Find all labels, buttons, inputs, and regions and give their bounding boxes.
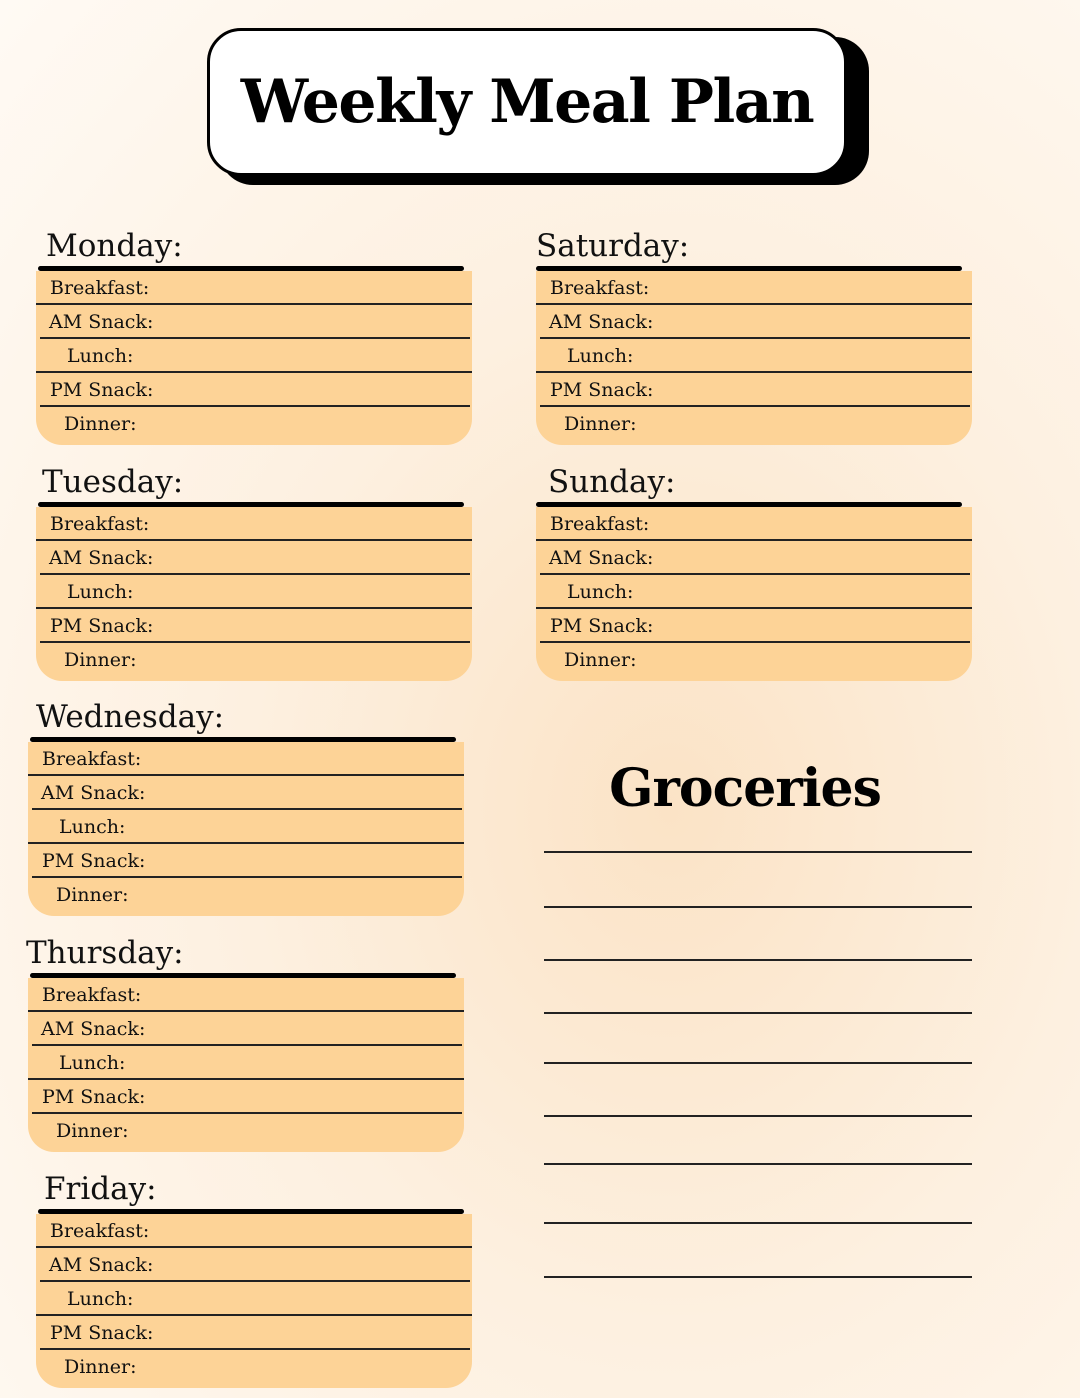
meal-row[interactable]	[536, 407, 972, 441]
grocery-line[interactable]	[544, 1062, 972, 1064]
meal-label: Dinner:	[64, 1356, 137, 1378]
meal-label: PM Snack:	[50, 1322, 154, 1344]
meal-label: AM Snack:	[41, 782, 146, 804]
meal-label: Lunch:	[59, 1052, 126, 1074]
meal-label: PM Snack:	[50, 615, 154, 637]
day-name: Sunday:	[548, 464, 676, 500]
meal-label: Dinner:	[564, 649, 637, 671]
meal-row[interactable]	[28, 1046, 464, 1080]
meal-row[interactable]	[28, 1012, 464, 1046]
meal-label: Lunch:	[567, 581, 634, 603]
meal-row[interactable]	[28, 978, 464, 1012]
meal-card	[28, 742, 464, 916]
meal-row[interactable]	[536, 339, 972, 373]
grocery-line[interactable]	[544, 906, 972, 908]
meal-label: Breakfast:	[550, 513, 650, 535]
grocery-line[interactable]	[544, 851, 972, 853]
day-name: Saturday:	[536, 228, 690, 264]
meal-label: PM Snack:	[550, 379, 654, 401]
meal-label: AM Snack:	[49, 547, 154, 569]
meal-row[interactable]	[536, 541, 972, 575]
meal-row[interactable]	[36, 271, 472, 305]
meal-row[interactable]	[28, 1114, 464, 1148]
day-name: Wednesday:	[36, 699, 225, 735]
grocery-line[interactable]	[544, 1115, 972, 1117]
meal-label: Breakfast:	[42, 984, 142, 1006]
grocery-line[interactable]	[544, 959, 972, 961]
title-banner	[207, 28, 861, 178]
grocery-line[interactable]	[544, 1276, 972, 1278]
meal-label: Breakfast:	[50, 1220, 150, 1242]
meal-row[interactable]	[28, 742, 464, 776]
meal-label: AM Snack:	[549, 547, 654, 569]
meal-row[interactable]	[536, 373, 972, 407]
meal-label: AM Snack:	[41, 1018, 146, 1040]
meal-row[interactable]	[28, 776, 464, 810]
meal-card	[36, 271, 472, 445]
meal-row[interactable]	[536, 305, 972, 339]
meal-card	[536, 271, 972, 445]
meal-label: PM Snack:	[550, 615, 654, 637]
title-box	[207, 28, 847, 176]
meal-label: AM Snack:	[49, 1254, 154, 1276]
meal-row[interactable]	[36, 1350, 472, 1384]
meal-label: Breakfast:	[42, 748, 142, 770]
meal-row[interactable]	[36, 1214, 472, 1248]
day-name: Tuesday:	[42, 464, 184, 500]
groceries-title: Groceries	[609, 758, 881, 819]
meal-label: Breakfast:	[50, 513, 150, 535]
meal-row[interactable]	[36, 1316, 472, 1350]
grocery-line[interactable]	[544, 1163, 972, 1165]
meal-row[interactable]	[536, 507, 972, 541]
meal-row[interactable]	[28, 1080, 464, 1114]
meal-row[interactable]	[28, 844, 464, 878]
meal-row[interactable]	[36, 507, 472, 541]
meal-label: Lunch:	[59, 816, 126, 838]
meal-label: Lunch:	[67, 1288, 134, 1310]
meal-label: Dinner:	[64, 649, 137, 671]
meal-row[interactable]	[36, 1248, 472, 1282]
meal-label: Dinner:	[56, 884, 129, 906]
meal-label: Dinner:	[56, 1120, 129, 1142]
day-name: Friday:	[44, 1171, 157, 1207]
meal-row[interactable]	[36, 373, 472, 407]
day-name: Thursday:	[26, 935, 184, 971]
meal-row[interactable]	[536, 575, 972, 609]
meal-label: Lunch:	[67, 581, 134, 603]
meal-label: Breakfast:	[550, 277, 650, 299]
meal-row[interactable]	[36, 643, 472, 677]
meal-label: PM Snack:	[42, 850, 146, 872]
day-name: Monday:	[46, 228, 183, 264]
meal-label: Lunch:	[567, 345, 634, 367]
meal-row[interactable]	[536, 271, 972, 305]
meal-row[interactable]	[28, 810, 464, 844]
meal-row[interactable]	[36, 305, 472, 339]
meal-row[interactable]	[36, 541, 472, 575]
grocery-line[interactable]	[544, 1012, 972, 1014]
meal-row[interactable]	[36, 407, 472, 441]
meal-row[interactable]	[28, 878, 464, 912]
grocery-line[interactable]	[544, 1222, 972, 1224]
meal-card	[36, 507, 472, 681]
meal-label: PM Snack:	[50, 379, 154, 401]
meal-label: Dinner:	[64, 413, 137, 435]
meal-card	[536, 507, 972, 681]
meal-row[interactable]	[36, 339, 472, 373]
meal-label: Lunch:	[67, 345, 134, 367]
meal-label: AM Snack:	[49, 311, 154, 333]
meal-card	[36, 1214, 472, 1388]
meal-label: AM Snack:	[549, 311, 654, 333]
page-title: Weekly Meal Plan	[240, 67, 814, 137]
meal-row[interactable]	[36, 575, 472, 609]
meal-row[interactable]	[36, 1282, 472, 1316]
meal-label: PM Snack:	[42, 1086, 146, 1108]
meal-card	[28, 978, 464, 1152]
meal-row[interactable]	[36, 609, 472, 643]
meal-label: Dinner:	[564, 413, 637, 435]
meal-label: Breakfast:	[50, 277, 150, 299]
meal-row[interactable]	[536, 609, 972, 643]
meal-row[interactable]	[536, 643, 972, 677]
